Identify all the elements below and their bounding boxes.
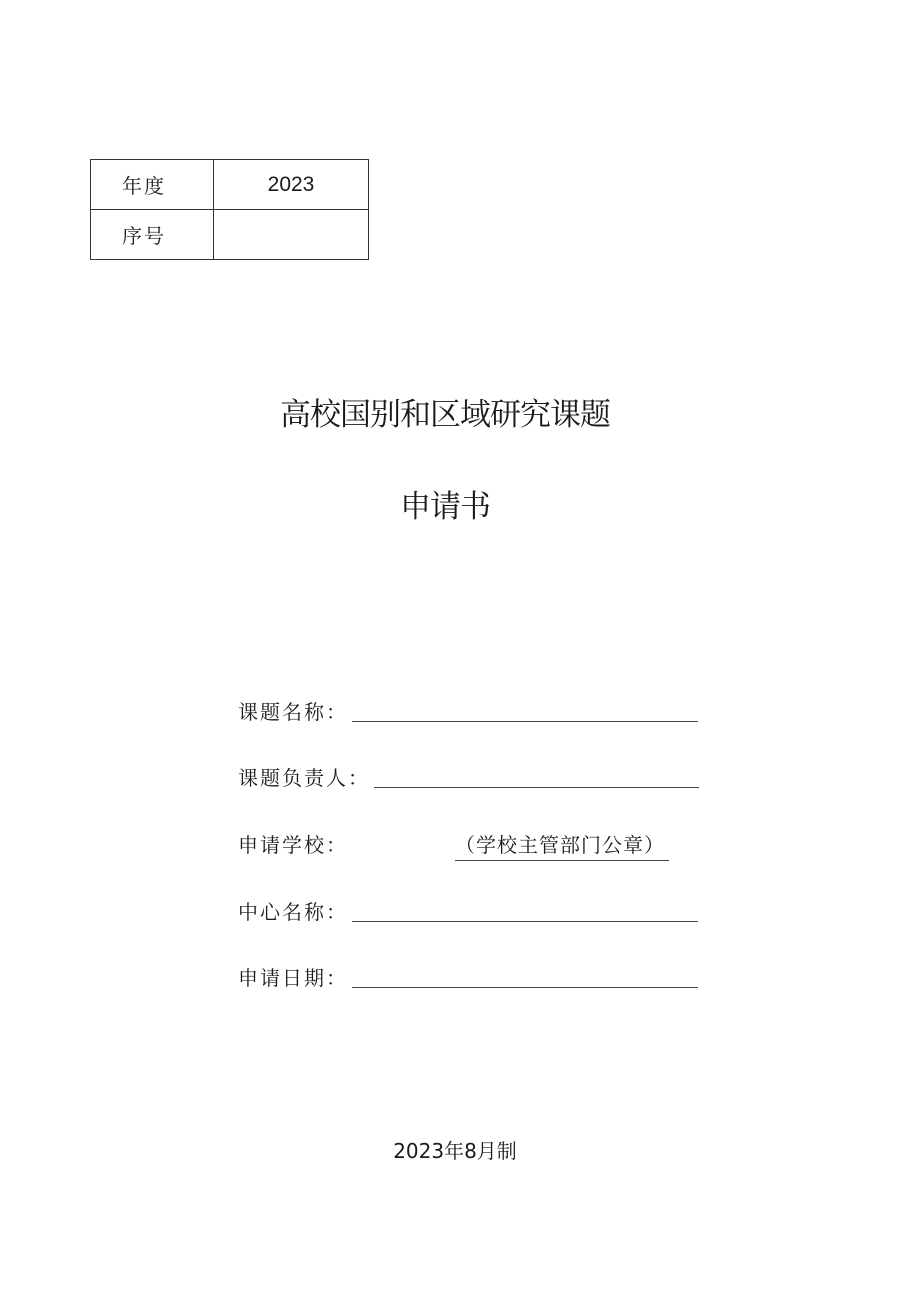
school-label: 申请学校： — [238, 833, 348, 857]
topic-field — [238, 697, 698, 727]
school-field — [238, 830, 348, 860]
lead-label: 课题负责人： — [238, 766, 370, 790]
year-row — [91, 160, 369, 210]
meta-table — [90, 159, 369, 260]
center-blank-line[interactable] — [352, 899, 698, 922]
footer-date: 2023年8月制 — [393, 1139, 517, 1163]
topic-blank-line[interactable] — [352, 699, 698, 722]
topic-label: 课题名称： — [238, 700, 348, 724]
date-blank-line[interactable] — [352, 965, 698, 988]
year-value: 2023 — [214, 160, 369, 210]
document-subtitle: 申请书 — [400, 489, 490, 525]
document-title: 高校国别和区域研究课题 — [280, 397, 610, 433]
date-label: 申请日期： — [238, 966, 348, 990]
school-seal-note[interactable]: （学校主管部门公章） — [455, 830, 669, 861]
center-field — [238, 897, 698, 927]
lead-blank-line[interactable] — [374, 765, 699, 788]
serial-value — [214, 210, 369, 260]
serial-label: 序号 — [91, 210, 214, 260]
date-field — [238, 963, 698, 993]
lead-field — [238, 763, 699, 793]
serial-row — [91, 210, 369, 260]
center-label: 中心名称： — [238, 900, 348, 924]
year-label: 年度 — [91, 160, 214, 210]
